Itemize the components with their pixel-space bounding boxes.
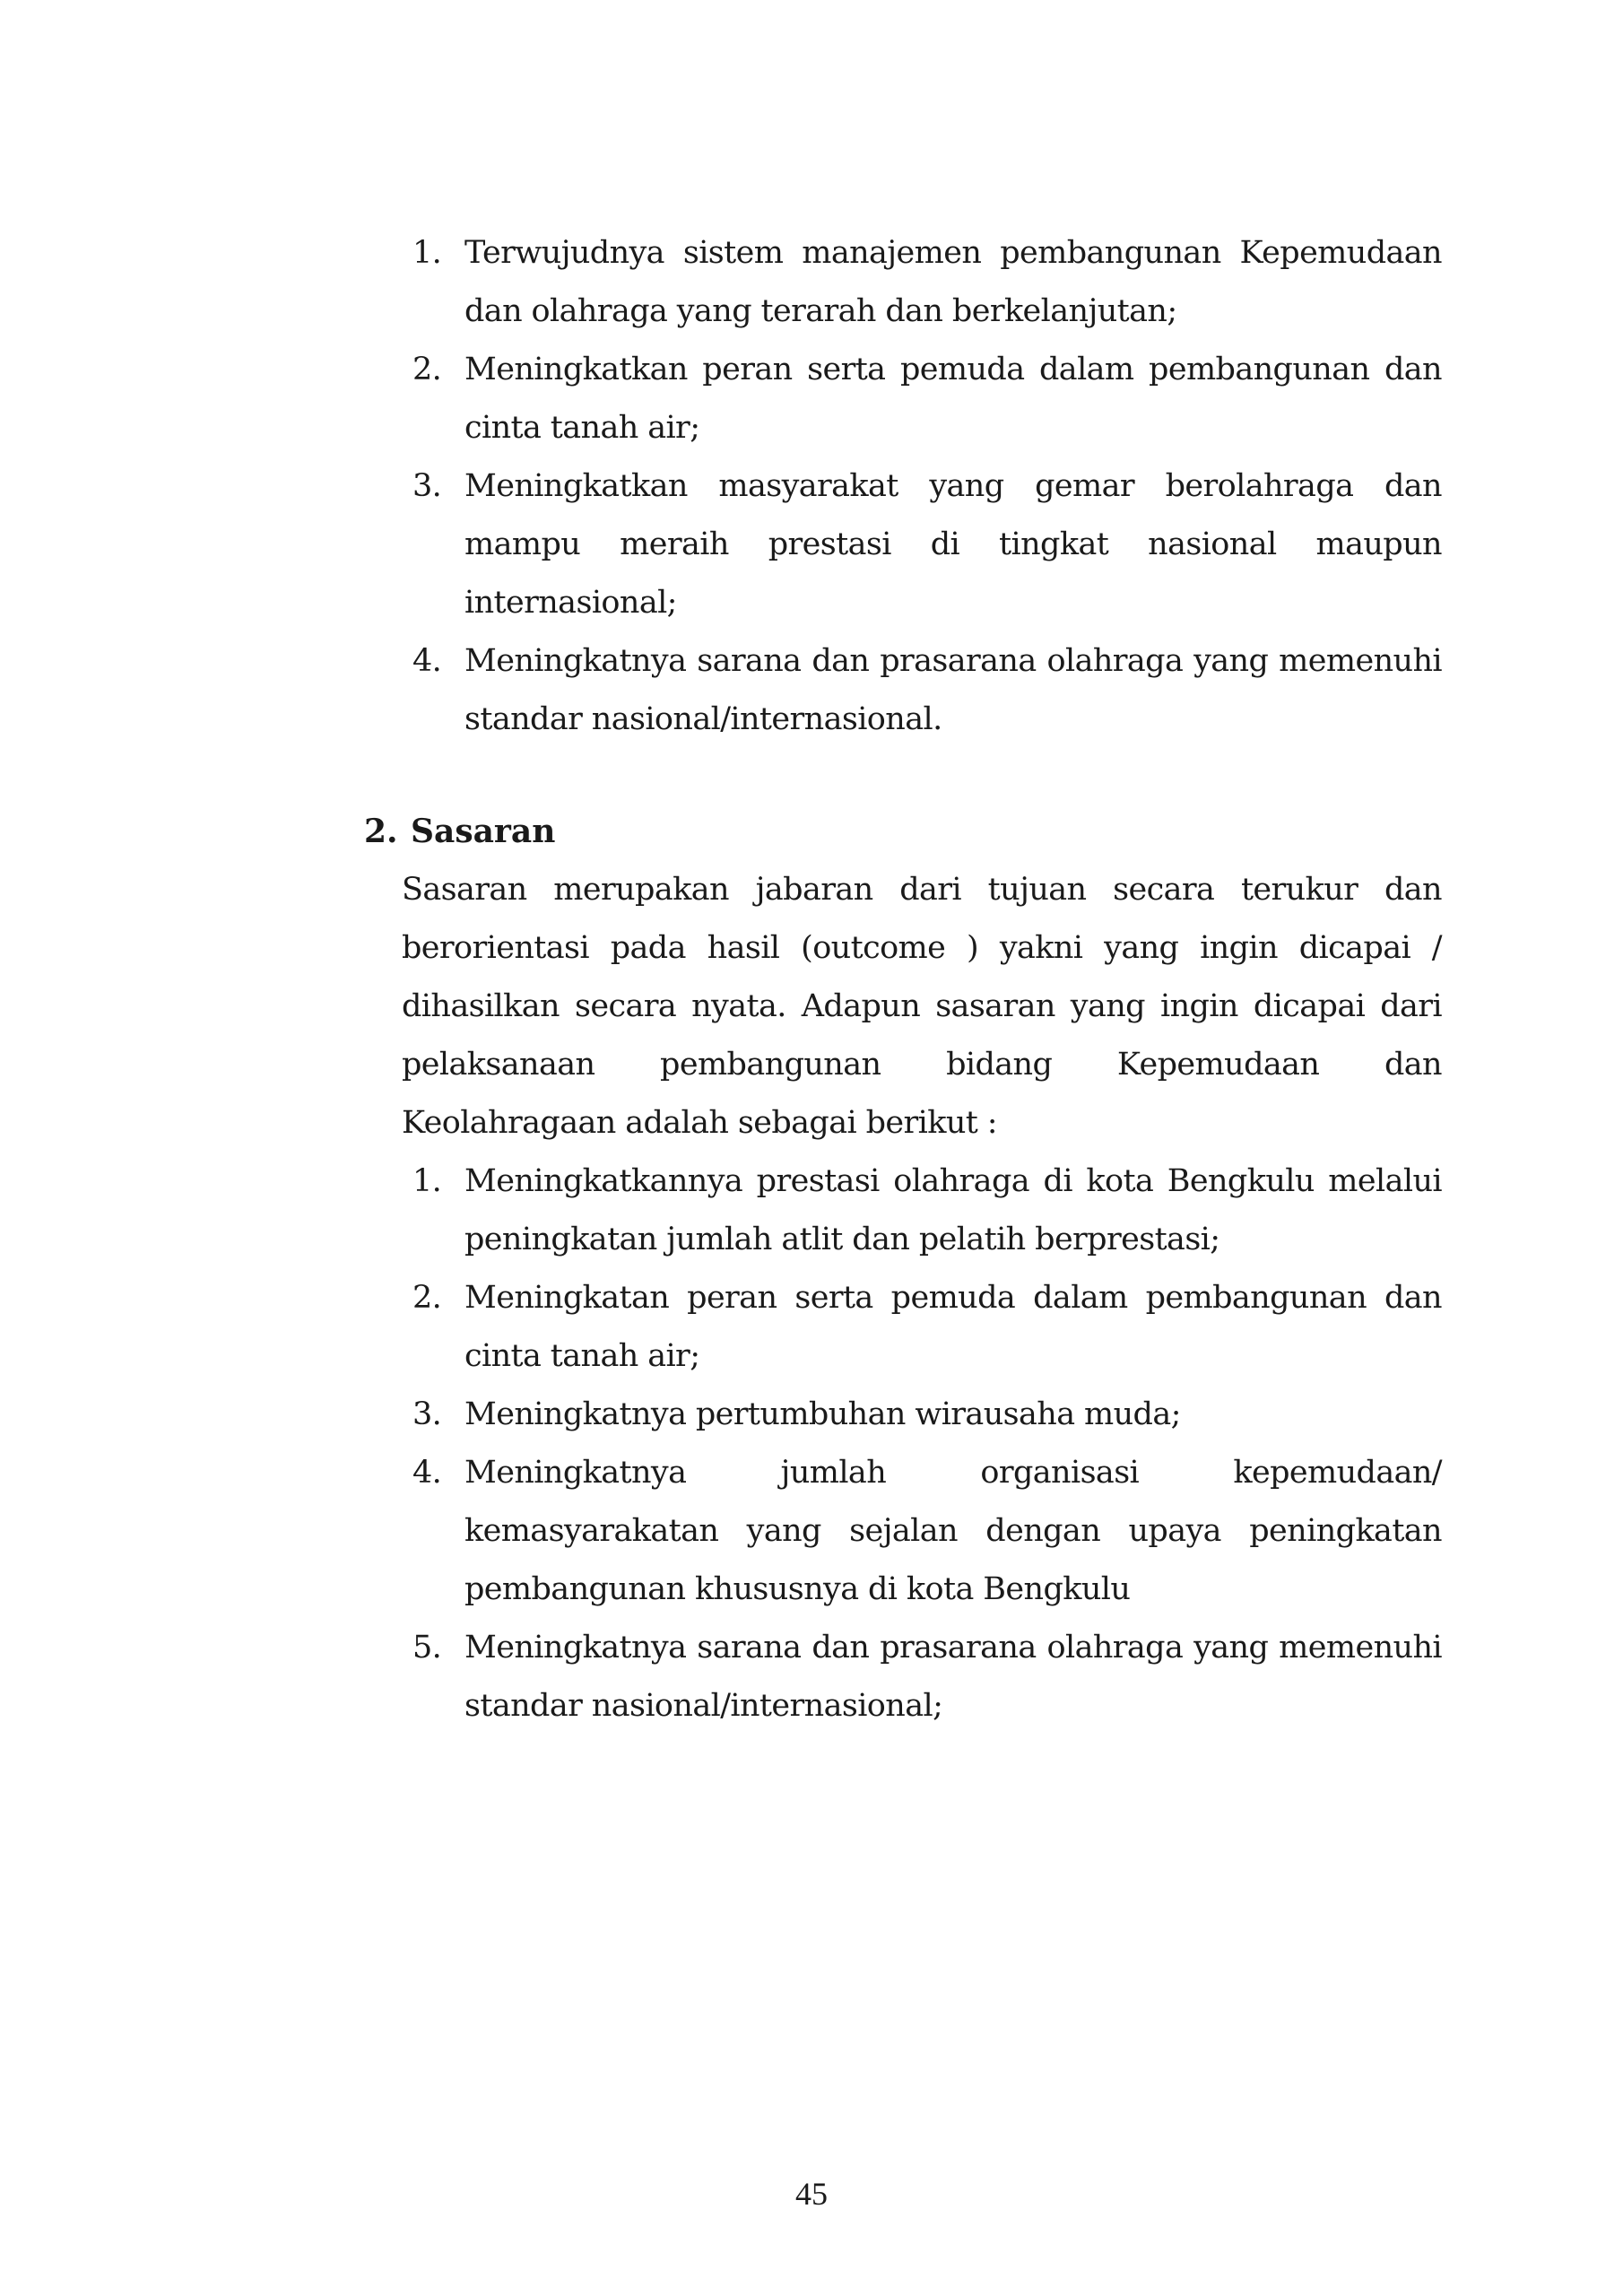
section-paragraph: Sasaran merupakan jabaran dari tujuan secara terukur dan berorientasi pada hasil (outcome ) yakni yang ingin dicapai / dihasilkan secara nyata. Adapun sasaran yang ingin dicapai dari pelaksanaan pembangunan bidang Kepemudaan dan Keolahragaan adalah sebagai berikut :: [402, 872, 1442, 1141]
list-item-text: Meningkatnya pertumbuhan wirausaha muda;: [464, 1396, 1181, 1432]
list-item: [402, 1444, 1442, 1619]
list-item: [402, 1386, 1442, 1444]
list-item-text: Meningkatkan masyarakat yang gemar berolahraga dan mampu meraih prestasi di tingkat nasional maupun internasional;: [464, 468, 1442, 621]
list-item: [402, 1269, 1442, 1386]
list-item-text: Meningkatnya sarana dan prasarana olahraga yang memenuhi standar nasional/internasional.: [464, 643, 1442, 737]
list-item-text: Meningkatkannya prestasi olahraga di kota Bengkulu melalui peningkatan jumlah atlit dan pelatih berprestasi;: [464, 1163, 1442, 1257]
section-title: Sasaran: [411, 813, 556, 850]
list-item-number: 4.: [412, 1455, 442, 1491]
list-item-number: 5.: [412, 1630, 442, 1665]
section-heading: [364, 803, 1442, 861]
sasaran-section: [364, 803, 1442, 1735]
list-item-number: 2.: [412, 1280, 442, 1316]
list-item-text: Terwujudnya sistem manajemen pembangunan Kepemudaan dan olahraga yang terarah dan berkelanjutan;: [464, 235, 1442, 329]
list-item-number: 1.: [412, 1163, 442, 1199]
list-item: [402, 224, 1442, 341]
list-item-text: Meningkatnya sarana dan prasarana olahraga yang memenuhi standar nasional/internasional;: [464, 1630, 1442, 1724]
list-item-text: Meningkatan peran serta pemuda dalam pembangunan dan cinta tanah air;: [464, 1280, 1442, 1374]
list-item: [402, 1619, 1442, 1735]
list-item-number: 2.: [412, 352, 442, 387]
list-item: [402, 632, 1442, 749]
list-item-number: 1.: [412, 235, 442, 271]
list-item-text: Meningkatnya jumlah organisasi kepemudaan/ kemasyarakatan yang sejalan dengan upaya peningkatan pembangunan khususnya di kota Bengkulu: [464, 1455, 1442, 1607]
tujuan-list: [402, 224, 1442, 749]
page-content: [364, 224, 1442, 1735]
list-item-number: 4.: [412, 643, 442, 679]
sasaran-list: [402, 1152, 1442, 1735]
list-item: [402, 457, 1442, 632]
list-item-number: 3.: [412, 1396, 442, 1432]
list-item-text: Meningkatkan peran serta pemuda dalam pembangunan dan cinta tanah air;: [464, 352, 1442, 446]
section-number: 2.: [364, 813, 398, 850]
list-item-number: 3.: [412, 468, 442, 504]
list-item: [402, 1152, 1442, 1269]
list-item: [402, 341, 1442, 457]
page-number: 45: [795, 2176, 828, 2212]
